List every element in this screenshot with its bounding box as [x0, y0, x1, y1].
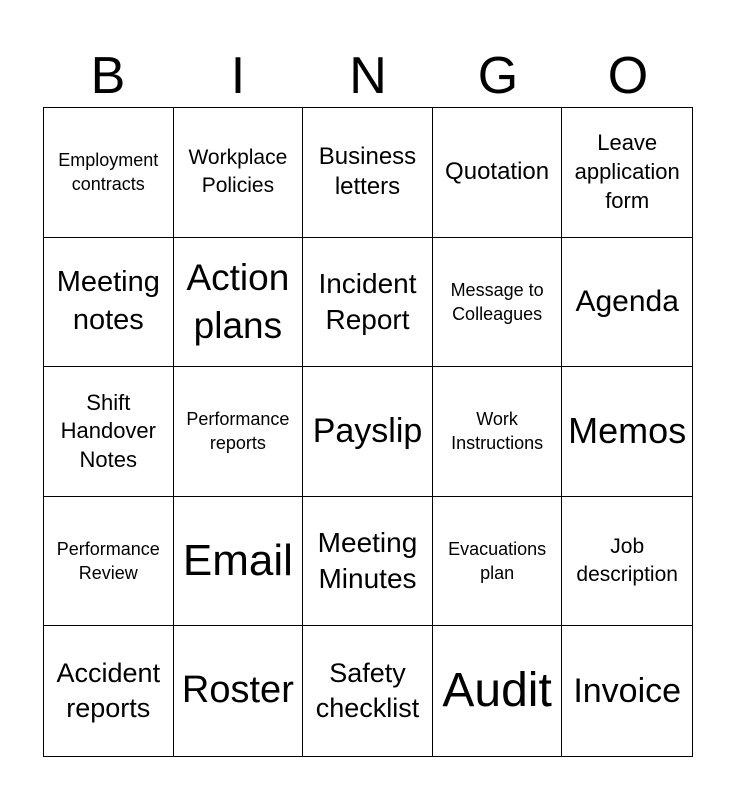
bingo-cell[interactable]: [433, 626, 563, 756]
cell-label: Quotation: [445, 158, 550, 186]
bingo-cell[interactable]: [303, 108, 433, 238]
bingo-cell[interactable]: [174, 367, 304, 497]
bingo-cell[interactable]: [562, 367, 692, 497]
cell-label: Meeting notes: [56, 266, 160, 336]
cell-label: Action plans: [186, 256, 290, 346]
cell-label: Incident Report: [318, 267, 417, 335]
cell-label: Accident reports: [56, 658, 161, 724]
bingo-cell[interactable]: [433, 108, 563, 238]
bingo-cell[interactable]: [174, 238, 304, 368]
cell-label: Shift Handover Notes: [60, 389, 156, 472]
cell-label: Employment contracts: [58, 150, 159, 195]
cell-label: Roster: [181, 669, 294, 712]
bingo-cell[interactable]: [562, 238, 692, 368]
cell-label: Memos: [568, 410, 687, 452]
cell-label: Business letters: [318, 143, 417, 201]
bingo-cell[interactable]: [44, 626, 174, 756]
bingo-cell[interactable]: [174, 497, 304, 627]
cell-label: Performance Review: [56, 538, 160, 584]
bingo-cell[interactable]: [562, 108, 692, 238]
cell-label: Payslip: [312, 412, 423, 451]
cell-label: Workplace Policies: [188, 145, 288, 198]
cell-label: Email: [182, 535, 293, 585]
cell-label: Invoice: [573, 672, 682, 711]
cell-label: Evacuations plan: [448, 538, 547, 584]
header-letter-n: N: [349, 47, 387, 105]
cell-label: Message to Colleagues: [450, 279, 544, 324]
cell-label: Job description: [576, 534, 678, 587]
bingo-cell[interactable]: [174, 626, 304, 756]
bingo-cell[interactable]: [433, 497, 563, 627]
bingo-cell[interactable]: [44, 367, 174, 497]
cell-label: Performance reports: [186, 409, 290, 454]
bingo-cell[interactable]: [433, 238, 563, 368]
cell-label: Audit: [442, 663, 552, 717]
cell-label: Agenda: [575, 285, 679, 319]
cell-label: Meeting Minutes: [317, 526, 418, 595]
bingo-cell[interactable]: [303, 367, 433, 497]
bingo-cell[interactable]: [303, 238, 433, 368]
bingo-cell[interactable]: [303, 626, 433, 756]
cell-label: Work Instructions: [451, 409, 544, 454]
bingo-cell[interactable]: [44, 497, 174, 627]
cell-label: Safety checklist: [315, 658, 420, 724]
bingo-cell[interactable]: [174, 108, 304, 238]
bingo-cell[interactable]: [303, 497, 433, 627]
bingo-cell[interactable]: [44, 108, 174, 238]
header-letter-b: B: [90, 47, 126, 105]
bingo-cell[interactable]: [44, 238, 174, 368]
cell-label: Leave application form: [574, 130, 680, 213]
header-letter-i: I: [230, 47, 246, 105]
bingo-cell[interactable]: [433, 367, 563, 497]
header-letter-g: G: [477, 47, 519, 105]
bingo-cell[interactable]: [562, 626, 692, 756]
bingo-cell[interactable]: [562, 497, 692, 627]
header-letter-o: O: [607, 47, 649, 105]
bingo-header: [43, 44, 693, 108]
bingo-board: [43, 107, 693, 757]
